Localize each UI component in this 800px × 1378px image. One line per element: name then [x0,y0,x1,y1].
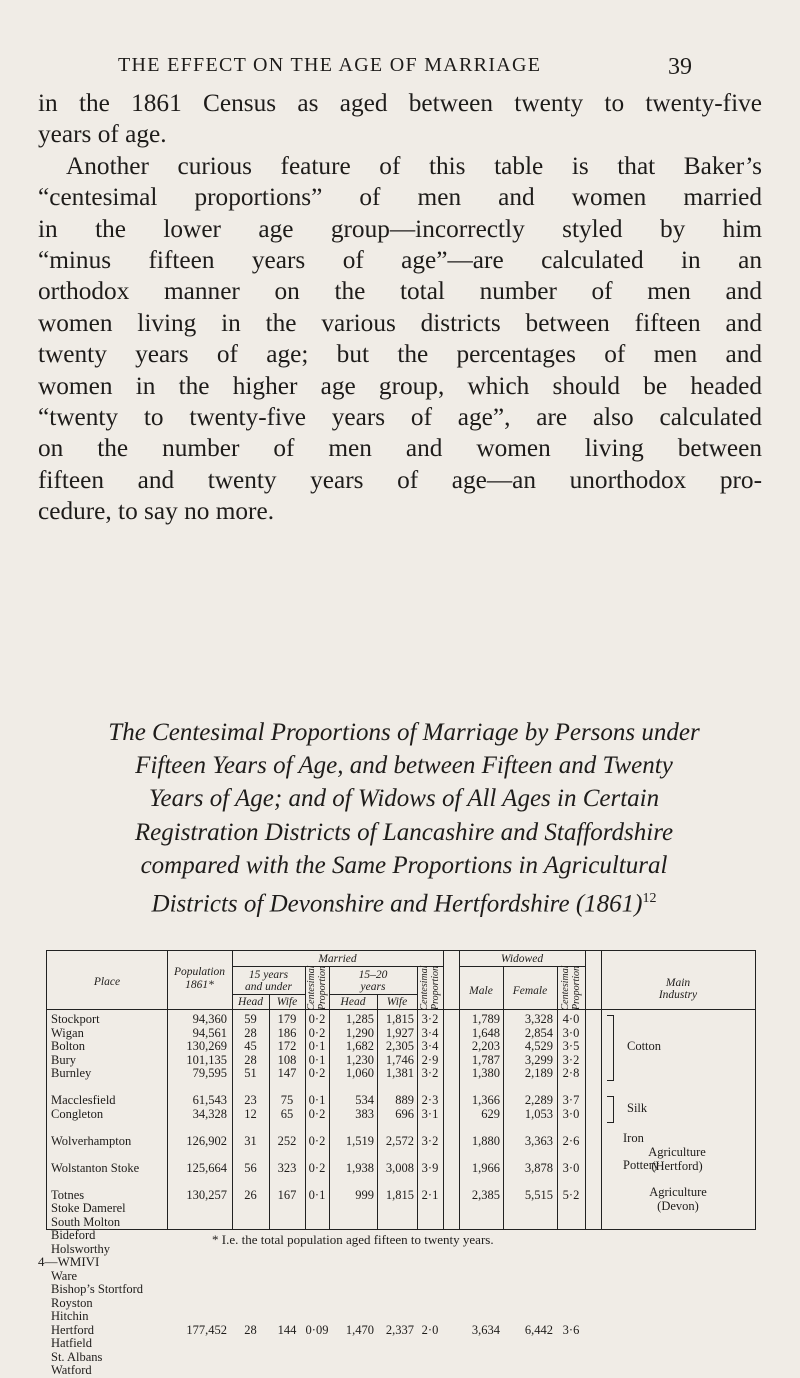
subhead-rule [329,994,417,995]
age1520-centesimal-column: 3·2 3·4 3·4 2·9 3·2 2·3 3·1 3·2 3·9 2·1 2·0 [421,1012,439,1337]
page-number: 39 [668,54,692,80]
places-column: Stockport Wigan Bolton Bury Burnley Macclesfield Congleton Wolverhampton Wolstanton Stoke Totnes Stoke Damerel South Molton Bideford Holsworthy Ware Bishop’s Stortford Royston Hitchin Hertford Hatfield St. Albans Watford [51,1012,144,1377]
table-footnote: * I.e. the total population aged fifteen to twenty years. [212,1232,494,1247]
header-proportion-text: Proportion [571,965,582,1011]
table-caption [54,716,754,921]
body-line: in the 1861 Census as aged between twenty to twenty-five [38,89,762,117]
married-rule [232,966,443,967]
cotton-brace [607,1015,614,1081]
body-line: Another curious feature of this table is that Baker’s [66,151,762,180]
body-line: on the number of men and women living between [38,434,762,463]
header-under15: 15 years [248,969,289,981]
widowed-male-column: 1,789 1,648 2,203 1,787 1,380 1,366 629 1,880 1,966 2,385 3,634 [471,1012,500,1337]
header-population-year: 1861* [185,979,214,991]
header-industry2: Industry [658,989,698,1001]
header-industry: Main [665,977,691,989]
age1520-head-column: 1,285 1,290 1,682 1,230 1,060 534 383 1,519 1,938 999 1,470 [345,1012,374,1337]
header-female: Female [512,985,548,997]
industry-cotton: Cotton [627,1039,662,1053]
header-centesimal-text: Centesimal [419,965,430,1011]
header-under15b: and under [245,981,292,993]
caption-line: The Centesimal Proportions of Marriage by Persons under [108,719,700,746]
header-proportion-text: Proportion [317,965,328,1011]
header-wife: Wife [386,996,408,1008]
caption-text: Districts of Devonshire and Hertfordshire [151,890,570,918]
under15-wife-column: 179 186 172 108 147 75 65 252 323 167 144 [277,1012,297,1337]
header-centesimal-text: Centesimal [560,965,571,1011]
under15-centesimal-column: 0·2 0·2 0·1 0·1 0·2 0·1 0·2 0·2 0·2 0·1 0·09 [305,1012,329,1337]
header-centesimal-text: Centesimal [306,965,317,1011]
header-rule [47,1009,755,1010]
body-line: twenty years of age; but the percentages of men and [38,340,762,369]
header-population: Population [173,966,226,978]
header-head: Head [340,996,366,1008]
col-divider [585,951,586,1229]
industry-agri-hertford: Agriculture [648,1145,706,1159]
header-wife: Wife [276,996,298,1008]
col-divider [443,951,444,1229]
header-head: Head [238,996,263,1008]
header-centesimal [560,958,582,1018]
body-line: women in the higher age group, which should be headed [38,371,762,400]
header-years: years [360,981,386,993]
caption-year: (1861) [575,890,643,918]
running-header [0,50,800,90]
body-line: orthodox manner on the total number of men and [38,277,762,306]
body-line: in the lower age group—incorrectly styled by him [38,214,762,243]
caption-line-last [54,882,754,921]
caption-line: Registration Districts of Lancashire and Staffordshire [134,818,674,846]
population-column: 94,360 94,561 130,269 101,135 79,595 61,543 34,328 126,902 125,664 130,257 177,452 [186,1012,227,1337]
under15-head-column: 59 28 45 28 51 23 12 31 56 26 28 [244,1012,257,1337]
body-line: years of age. [38,120,167,149]
caption-line: compared with the Same Proportions in Agricultural [140,851,668,879]
silk-brace [607,1096,614,1123]
body-line: “minus fifteen years of age”—are calculated in an [38,246,762,275]
header-married: Married [318,953,357,965]
body-line: cedure, to say no more. [38,497,275,526]
header-1520: 15–20 [358,969,388,981]
header-centesimal [419,958,441,1018]
header-male: Male [469,985,493,997]
widowed-centesimal-column: 4·0 3·0 3·5 3·2 2·8 3·7 3·0 2·6 3·0 5·2 3·6 [562,1012,580,1337]
industry-agri-devon-county: (Devon) [657,1199,699,1213]
industry-silk: Silk [627,1101,648,1115]
industry-iron: Iron [623,1131,644,1145]
body-text [38,88,762,528]
body-line: fifteen and twenty years of age—an unorthodox pro- [38,465,762,494]
widowed-female-column: 3,328 2,854 4,529 3,299 2,189 2,289 1,053 3,363 3,878 5,515 6,442 [524,1012,553,1337]
industry-agri-devon: Agriculture [649,1185,707,1199]
running-head-title: THE EFFECT ON THE AGE OF MARRIAGE [118,54,542,76]
caption-note-ref: 12 [642,891,657,907]
body-line: women living in the various districts between fifteen and [38,308,762,337]
header-place: Place [93,976,121,988]
header-proportion-text: Proportion [430,965,441,1011]
body-line: “centesimal proportions” of men and women married [38,183,762,212]
industry-pottery: Pottery [623,1158,660,1172]
printer-signature: 4—WMIVI [38,1254,100,1269]
caption-line: Years of Age; and of Widows of All Ages in Certain [148,785,660,813]
age1520-wife-column: 1,815 1,927 2,305 1,746 1,381 889 696 2,572 3,008 1,815 2,337 [385,1012,414,1337]
body-line: “twenty to twenty-five years of age”, are also calculated [38,403,762,432]
subhead-rule [232,994,305,995]
industry-agri-hertford-county: (Hertford) [651,1159,703,1173]
caption-line: Fifteen Years of Age, and between Fifteen and Twenty [135,752,673,780]
header-centesimal [306,958,328,1018]
header-widowed: Widowed [500,953,544,965]
